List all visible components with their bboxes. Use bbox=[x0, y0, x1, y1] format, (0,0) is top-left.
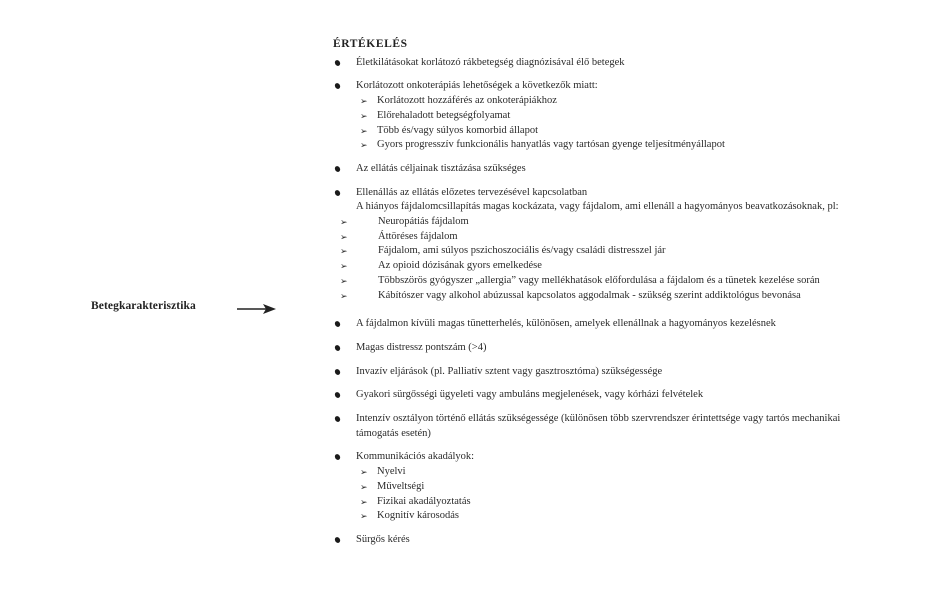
list-item-text: Gyakori sürgősségi ügyeleti vagy ambuláns megjelenések, vagy kórházi felvételek bbox=[356, 389, 704, 401]
arrowhead-bullet-icon: ➢ bbox=[340, 275, 348, 286]
list-item-text: Korlátozott onkoterápiás lehetőségek a következők miatt: bbox=[356, 80, 598, 92]
arrowhead-bullet-icon: ➢ bbox=[360, 96, 368, 107]
list-item bbox=[333, 450, 948, 524]
sub-list-item: ➢ Neuropátiás fájdalom bbox=[333, 215, 948, 230]
arrowhead-bullet-icon: ➢ bbox=[360, 496, 368, 507]
bullet-icon bbox=[334, 454, 341, 462]
sub-list-item: ➢ Több és/vagy súlyos komorbid állapot bbox=[356, 124, 948, 139]
list-item-text: Invazív eljárások (pl. Palliatív sztent vagy gasztrosztóma) szükségessége bbox=[356, 365, 663, 377]
sub-list-item: ➢ Áttöréses fájdalom bbox=[333, 230, 948, 245]
sub-list-item: ➢ Fájdalom, ami súlyos pszichoszociális és/vagy családi distresszel jár bbox=[333, 244, 948, 259]
sub-list-item: ➢ Műveltségi bbox=[356, 480, 948, 495]
list-item-text: A fájdalmon kívüli magas tünetterhelés, különösen, amelyek ellenállnak a hagyományos kezelésnek bbox=[356, 318, 776, 330]
list-item-text: Intenzív osztályon történő ellátás szükségessége (különösen több szervrendszer érintettsége vagy tartós mechanikai bbox=[356, 413, 841, 425]
arrowhead-bullet-icon: ➢ bbox=[340, 261, 348, 272]
sub-list-item: ➢ Az opioid dózisának gyors emelkedése bbox=[333, 259, 948, 274]
arrowhead-bullet-icon: ➢ bbox=[340, 246, 348, 257]
arrowhead-bullet-icon: ➢ bbox=[340, 217, 348, 228]
list-item bbox=[333, 317, 948, 332]
bullet-icon bbox=[334, 415, 341, 423]
sub-list-item: ➢ Fizikai akadályoztatás bbox=[356, 495, 948, 510]
list-item bbox=[333, 533, 948, 548]
list-item-text: Ellenállás az ellátás előzetes tervezésével kapcsolatban bbox=[356, 186, 588, 198]
patient-characteristics-label: Betegkarakterisztika bbox=[91, 300, 196, 312]
bullet-icon bbox=[334, 320, 341, 328]
arrowhead-bullet-icon: ➢ bbox=[360, 110, 368, 121]
list-item bbox=[333, 365, 948, 380]
arrowhead-bullet-icon: ➢ bbox=[340, 290, 348, 301]
arrowhead-bullet-icon: ➢ bbox=[360, 125, 368, 136]
bullet-icon bbox=[334, 59, 341, 67]
list-item-continuation: A hiányos fájdalomcsillapítás magas kockázata, vagy fájdalom, ami ellenáll a hagyományos beavatkozásoknak, pl: bbox=[356, 201, 839, 213]
arrowhead-bullet-icon: ➢ bbox=[340, 231, 348, 242]
list-item-text: Magas distressz pontszám (>4) bbox=[356, 341, 487, 353]
list-item bbox=[333, 186, 948, 304]
section-heading: ÉRTÉKELÉS bbox=[333, 38, 408, 50]
list-item-continuation: támogatás esetén) bbox=[356, 427, 431, 439]
arrowhead-bullet-icon: ➢ bbox=[360, 481, 368, 492]
bullet-icon bbox=[334, 165, 341, 173]
sub-list-item: ➢ Nyelvi bbox=[356, 465, 948, 480]
sub-list-item: ➢ Kognitív károsodás bbox=[356, 509, 948, 524]
sub-list-item: ➢ Kábítószer vagy alkohol abúzussal kapcsolatos aggodalmak - szükség szerint addiktológus bevonása bbox=[333, 289, 948, 304]
bullet-icon bbox=[334, 392, 341, 400]
list-item-text: Sürgős kérés bbox=[356, 533, 410, 545]
arrowhead-bullet-icon: ➢ bbox=[360, 140, 368, 151]
evaluation-section bbox=[333, 37, 948, 557]
right-arrow-icon bbox=[237, 302, 277, 316]
bullet-icon bbox=[334, 368, 341, 376]
sub-list-item: ➢ Gyors progresszív funkcionális hanyatlás vagy tartósan gyenge teljesítményállapot bbox=[356, 138, 948, 153]
list-item-text: Az ellátás céljainak tisztázása szükséges bbox=[356, 162, 526, 174]
list-item-text: Kommunikációs akadályok: bbox=[356, 451, 475, 463]
sub-list-item: ➢ Többszörös gyógyszer „allergia” vagy mellékhatások előfordulása a fájdalom és a tünetek kezelése során bbox=[333, 274, 948, 289]
list-item bbox=[333, 162, 948, 177]
arrowhead-bullet-icon: ➢ bbox=[360, 511, 368, 522]
list-item bbox=[333, 412, 948, 441]
sub-list-item: ➢ Korlátozott hozzáférés az onkoterápiákhoz bbox=[356, 94, 948, 109]
list-item bbox=[333, 341, 948, 356]
list-item bbox=[333, 388, 948, 403]
bullet-icon bbox=[334, 536, 341, 544]
bullet-icon bbox=[334, 83, 341, 91]
list-item bbox=[333, 56, 948, 71]
sub-list-item: ➢ Előrehaladott betegségfolyamat bbox=[356, 109, 948, 124]
list-item-text: Életkilátásokat korlátozó rákbetegség diagnózisával élő betegek bbox=[356, 56, 625, 68]
bullet-icon bbox=[334, 344, 341, 352]
arrowhead-bullet-icon: ➢ bbox=[360, 467, 368, 478]
list-item bbox=[333, 79, 948, 153]
